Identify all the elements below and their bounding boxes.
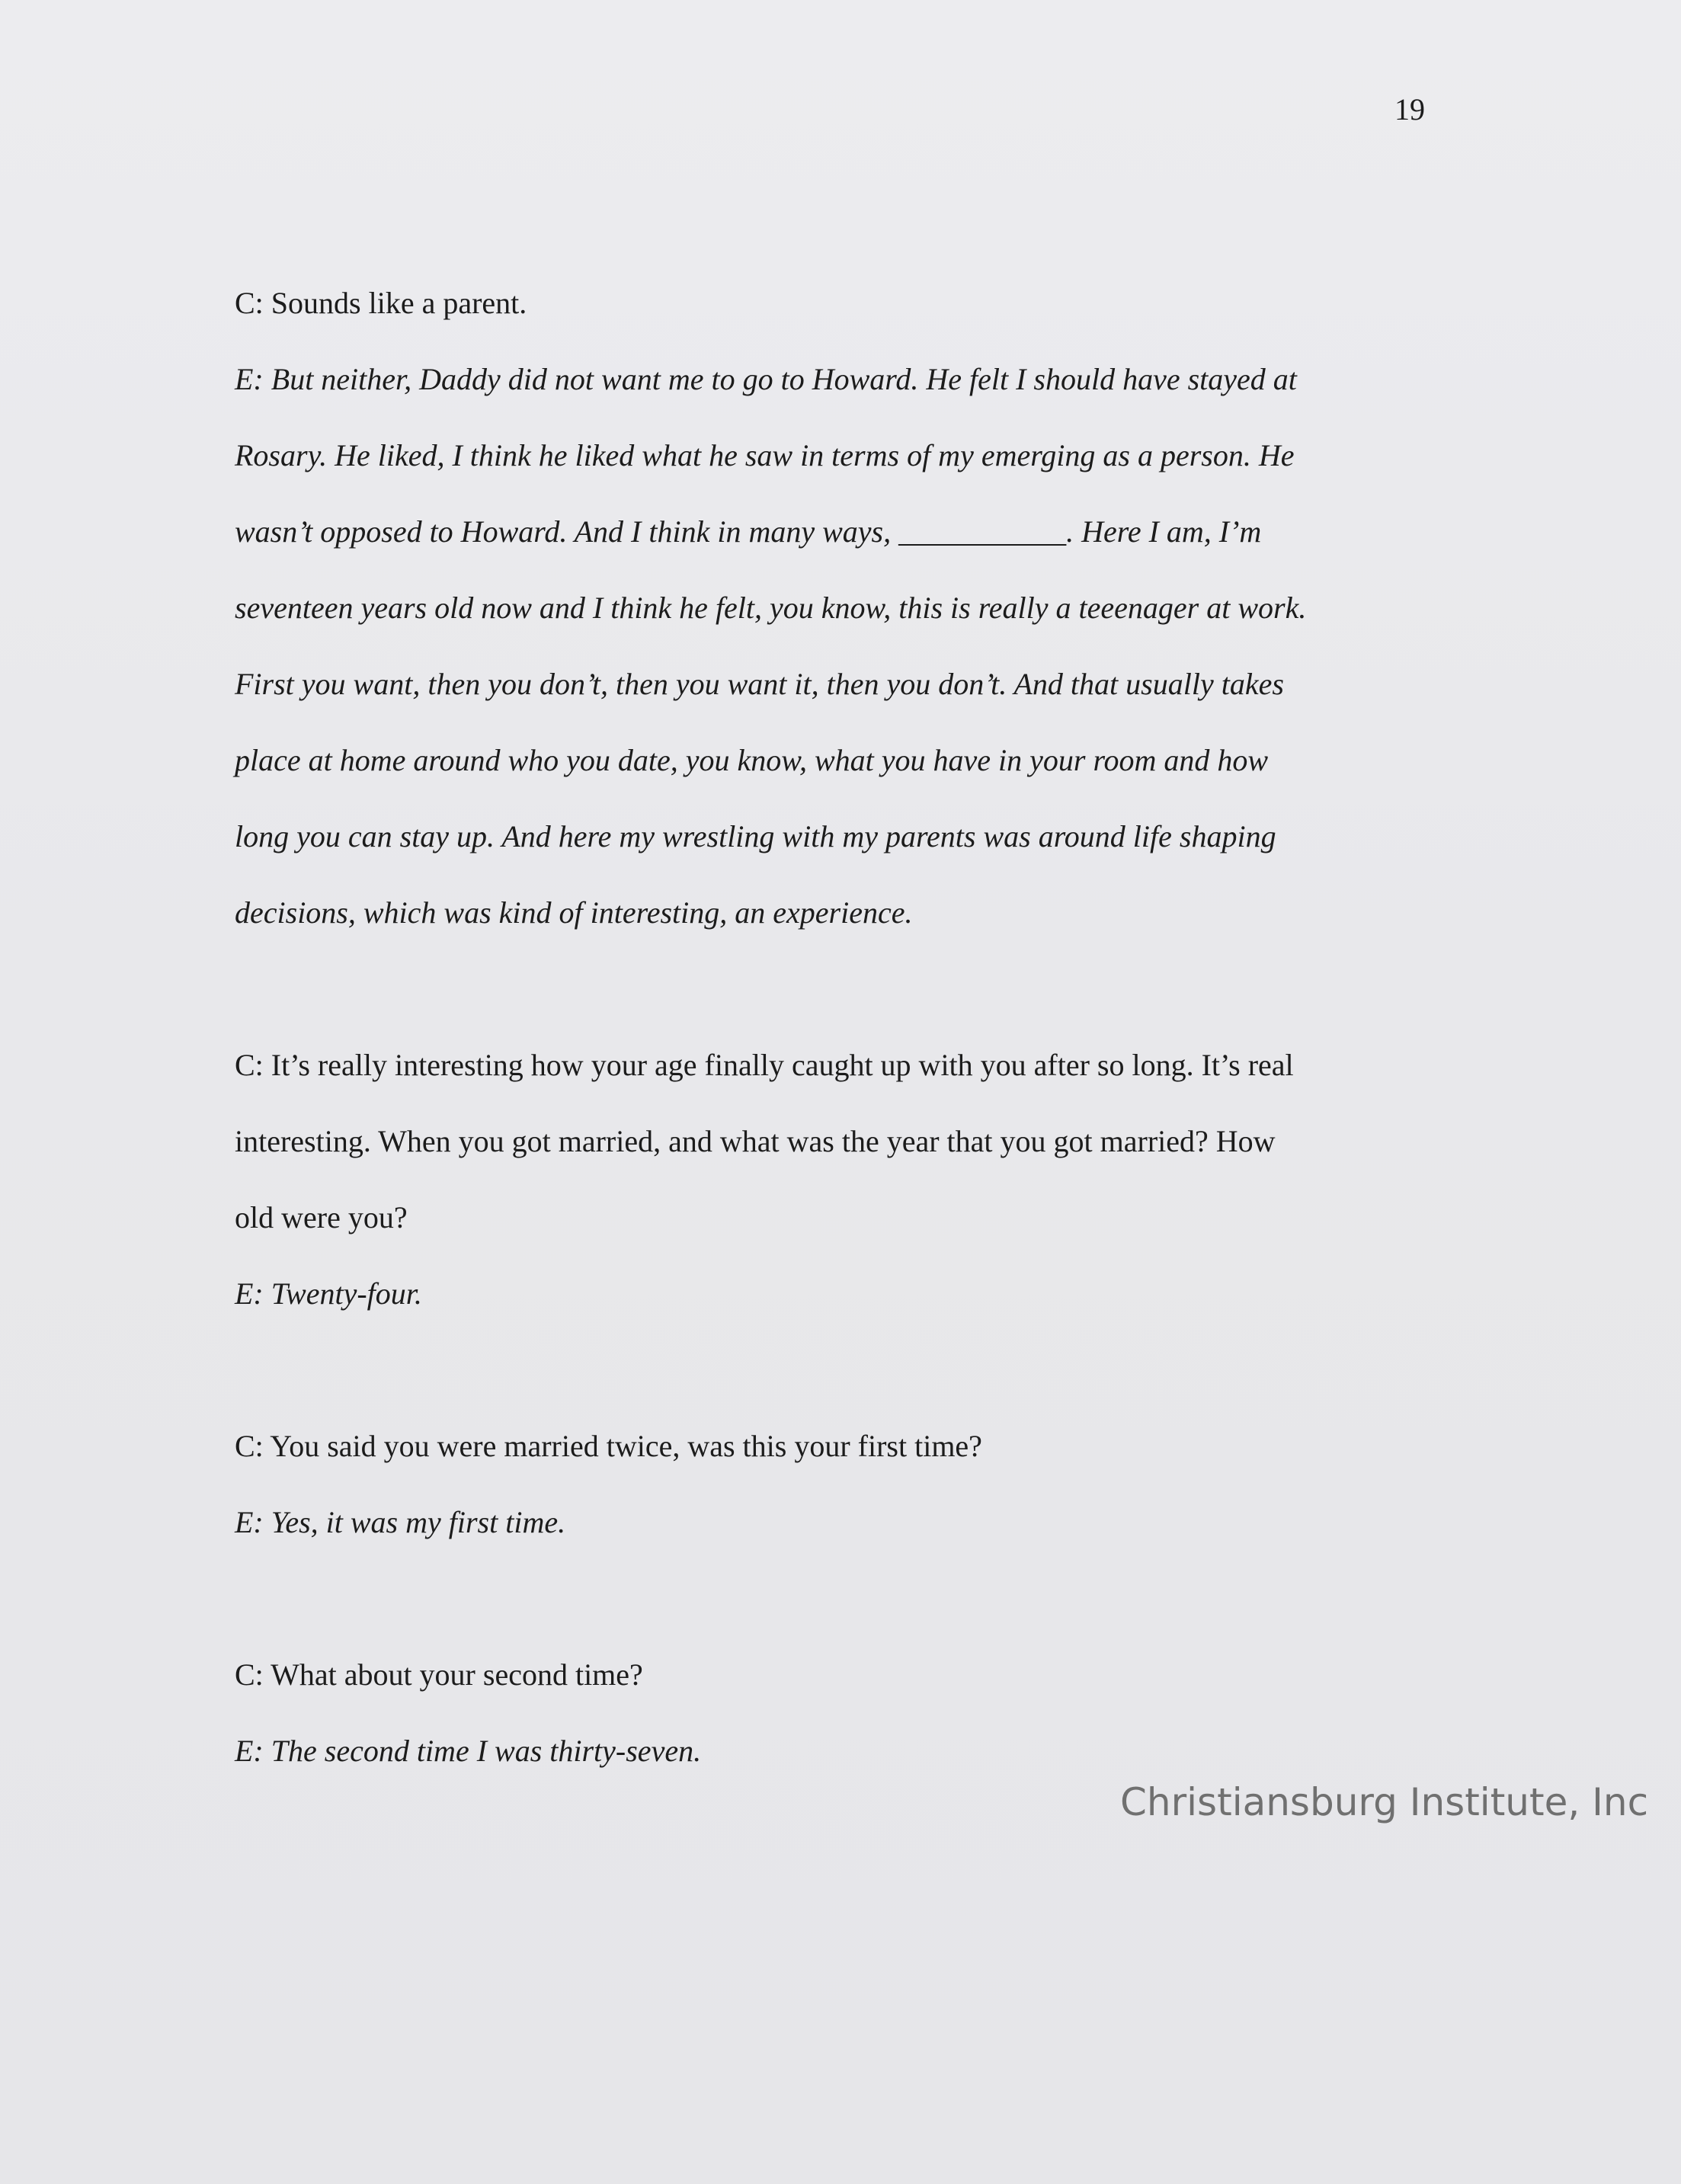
paragraph-gap: [235, 1561, 1439, 1637]
transcript-line: interesting. When you got married, and what was the year that you got married? How: [235, 1124, 1276, 1158]
exchange-block: [235, 265, 1439, 951]
page-number: 19: [1394, 92, 1425, 126]
transcript-line: E: But neither, Daddy did not want me to go to Howard. He felt I should have stayed at: [235, 362, 1297, 396]
transcript-line: Rosary. He liked, I think he liked what he saw in terms of my emerging as a person. He: [235, 438, 1295, 472]
paragraph-gap: [235, 951, 1439, 1027]
transcript-line: E: Yes, it was my first time.: [235, 1505, 566, 1539]
transcript-line: E: The second time I was thirty-seven.: [235, 1734, 702, 1768]
transcript-line: seventeen years old now and I think he felt, you know, this is really a teeenager at work.: [235, 591, 1307, 625]
paragraph-gap: [235, 1332, 1439, 1408]
transcript-line: E: Twenty-four.: [235, 1276, 422, 1311]
transcript-line: C: You said you were married twice, was this your first time?: [235, 1429, 982, 1463]
watermark: Christiansburg Institute, Inc: [1120, 1780, 1649, 1824]
exchange-block: [235, 1408, 1439, 1561]
transcript-line: First you want, then you don’t, then you want it, then you don’t. And that usually takes: [235, 667, 1284, 701]
exchange-block: [235, 1027, 1439, 1332]
exchange-block: [235, 1637, 1439, 1789]
transcript-line: old were you?: [235, 1200, 408, 1235]
transcript-line: C: It’s really interesting how your age finally caught up with you after so long. It’s real: [235, 1048, 1294, 1082]
transcript-line: C: Sounds like a parent.: [235, 286, 527, 320]
transcript-line: place at home around who you date, you know, what you have in your room and how: [235, 743, 1269, 777]
transcript-line: wasn’t opposed to Howard. And I think in many ways, ___________. Here I am, I’m: [235, 514, 1262, 549]
transcript-line: C: What about your second time?: [235, 1657, 643, 1692]
transcript-line: decisions, which was kind of interesting, an experience.: [235, 895, 913, 930]
transcript-line: long you can stay up. And here my wrestling with my parents was around life shaping: [235, 819, 1276, 853]
transcript-body: [235, 265, 1439, 1789]
